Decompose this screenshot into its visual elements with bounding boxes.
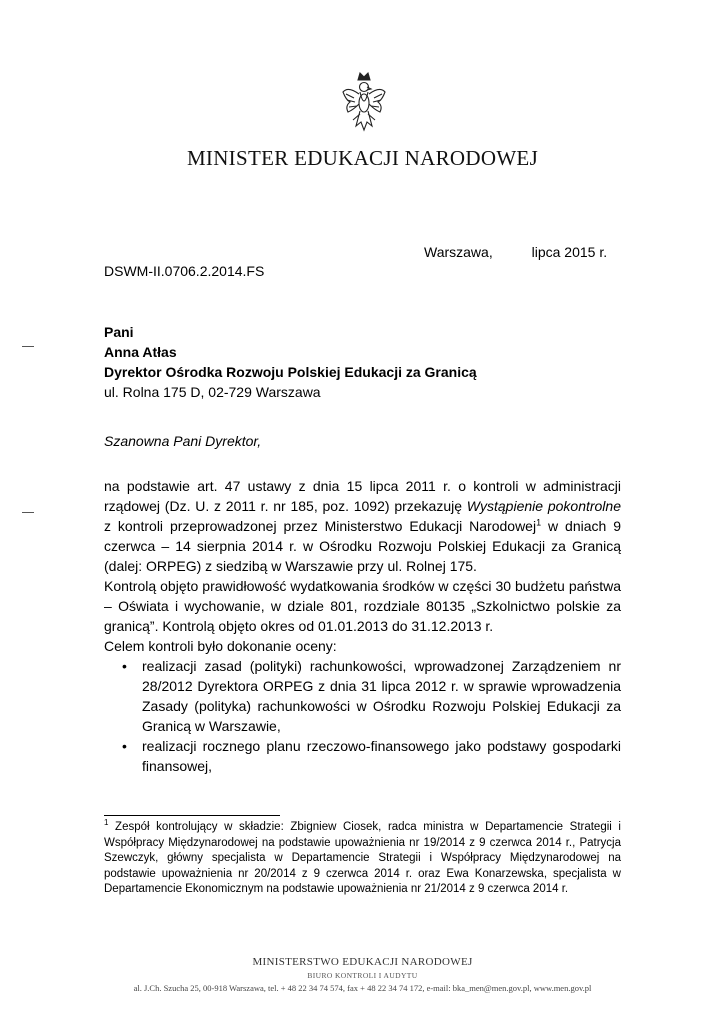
footnote-text: Zespół kontrolujący w składzie: Zbigniew Ciosek, radca ministra w Departamencie Strategii i Współpracy Międzynarodowej na podstawie upoważnienia nr 19/2014 z 9 czerwca 2014 r., Patrycja Szewczyk, główny specjalista w Departamencie Strategii i Współpracy Międzynarodowej na podstawie upoważnienia nr 20/2014 z 9 czerwca 2014 r. oraz Ewa Konarzewska, specjalista w Departamencie Ekonomicznym na podstawie upoważnienia nr 21/2014 z 9 czerwca 2014 r. bbox=[104, 821, 621, 895]
paragraph-scope: Kontrolą objęto prawidłowość wydatkowania środków w części 30 budżetu państwa – Oświata i wychowanie, w dziale 801, rozdziale 80135 „Szkolnictwo polskie za granicą”. Kontrolą objęto okres od 01.01.2013 do 31.12.2013 r. bbox=[104, 578, 621, 634]
place-date: Warszawa, lipca 2015 r. bbox=[424, 244, 608, 260]
recipient-name: Anna Atłas bbox=[104, 344, 177, 360]
footnote-reference: 1 bbox=[536, 517, 542, 528]
list-item-text: realizacji rocznego planu rzeczowo-finansowego jako podstawy gospodarki finansowej, bbox=[142, 738, 621, 774]
footnote-number: 1 bbox=[104, 818, 109, 828]
polish-eagle-emblem-icon bbox=[340, 70, 388, 142]
paragraph-intro-part3: w dniach 9 czerwca – 14 sierpnia 2014 r. w Ośrodku Rozwoju Polskiej Edukacji za Granicą (dalej: ORPEG) z siedzibą w Warszawie przy ul. Rolnej 175. bbox=[104, 518, 621, 574]
ministry-title: MINISTER EDUKACJI NARODOWEJ bbox=[186, 146, 539, 170]
recipient-position: Dyrektor Ośrodka Rozwoju Polskiej Edukacji za Granicą bbox=[104, 364, 477, 380]
recipient-address-block bbox=[104, 322, 477, 402]
goal-list bbox=[104, 656, 621, 776]
paragraph-intro-italic: Wystąpienie pokontrolne bbox=[466, 498, 621, 514]
reference-number: DSWM-II.0706.2.2014.FS bbox=[104, 263, 265, 279]
paragraph-intro-part2: z kontroli przeprowadzonej przez Ministerstwo Edukacji Narodowej bbox=[104, 518, 537, 534]
footer-department: BIURO KONTROLI I AUDYTU bbox=[307, 971, 418, 980]
footer-organization: MINISTERSTWO EDUKACJI NARODOWEJ bbox=[252, 956, 473, 968]
letter-body bbox=[104, 476, 621, 776]
recipient-salutation: Pani bbox=[104, 324, 134, 340]
paragraph-intro-part1: na podstawie art. 47 ustawy z dnia 15 lipca 2011 r. o kontroli w administracji rządowej (Dz. U. z 2011 r. nr 185, poz. 1092) przekazuję bbox=[104, 478, 621, 514]
list-item bbox=[104, 736, 621, 776]
margin-mark bbox=[22, 512, 34, 513]
footnote bbox=[104, 820, 621, 898]
recipient-address: ul. Rolna 175 D, 02-729 Warszawa bbox=[104, 384, 321, 400]
footer-contact: al. J.Ch. Szucha 25, 00-918 Warszawa, tel. + 48 22 34 74 574, fax + 48 22 34 74 172, e-mail: bka_men@men.gov.pl, www.men.gov.pl bbox=[133, 983, 592, 993]
paragraph-intro bbox=[104, 476, 621, 576]
paragraph-goal: Celem kontroli było dokonanie oceny: bbox=[104, 638, 337, 654]
margin-mark bbox=[22, 346, 34, 347]
list-item bbox=[104, 656, 621, 736]
bullet-icon: • bbox=[122, 738, 127, 754]
greeting: Szanowna Pani Dyrektor, bbox=[104, 433, 262, 449]
footnote-separator bbox=[104, 815, 280, 816]
list-item-text: realizacji zasad (polityki) rachunkowości, wprowadzonej Zarządzeniem nr 28/2012 Dyrektora ORPEG z dnia 31 lipca 2012 r. w sprawie wprowadzenia Zasady (polityka) rachunkowości w Ośrodku Rozwoju Polskiej Edukacji za Granicą w Warszawie, bbox=[142, 658, 621, 734]
bullet-icon: • bbox=[122, 658, 127, 674]
